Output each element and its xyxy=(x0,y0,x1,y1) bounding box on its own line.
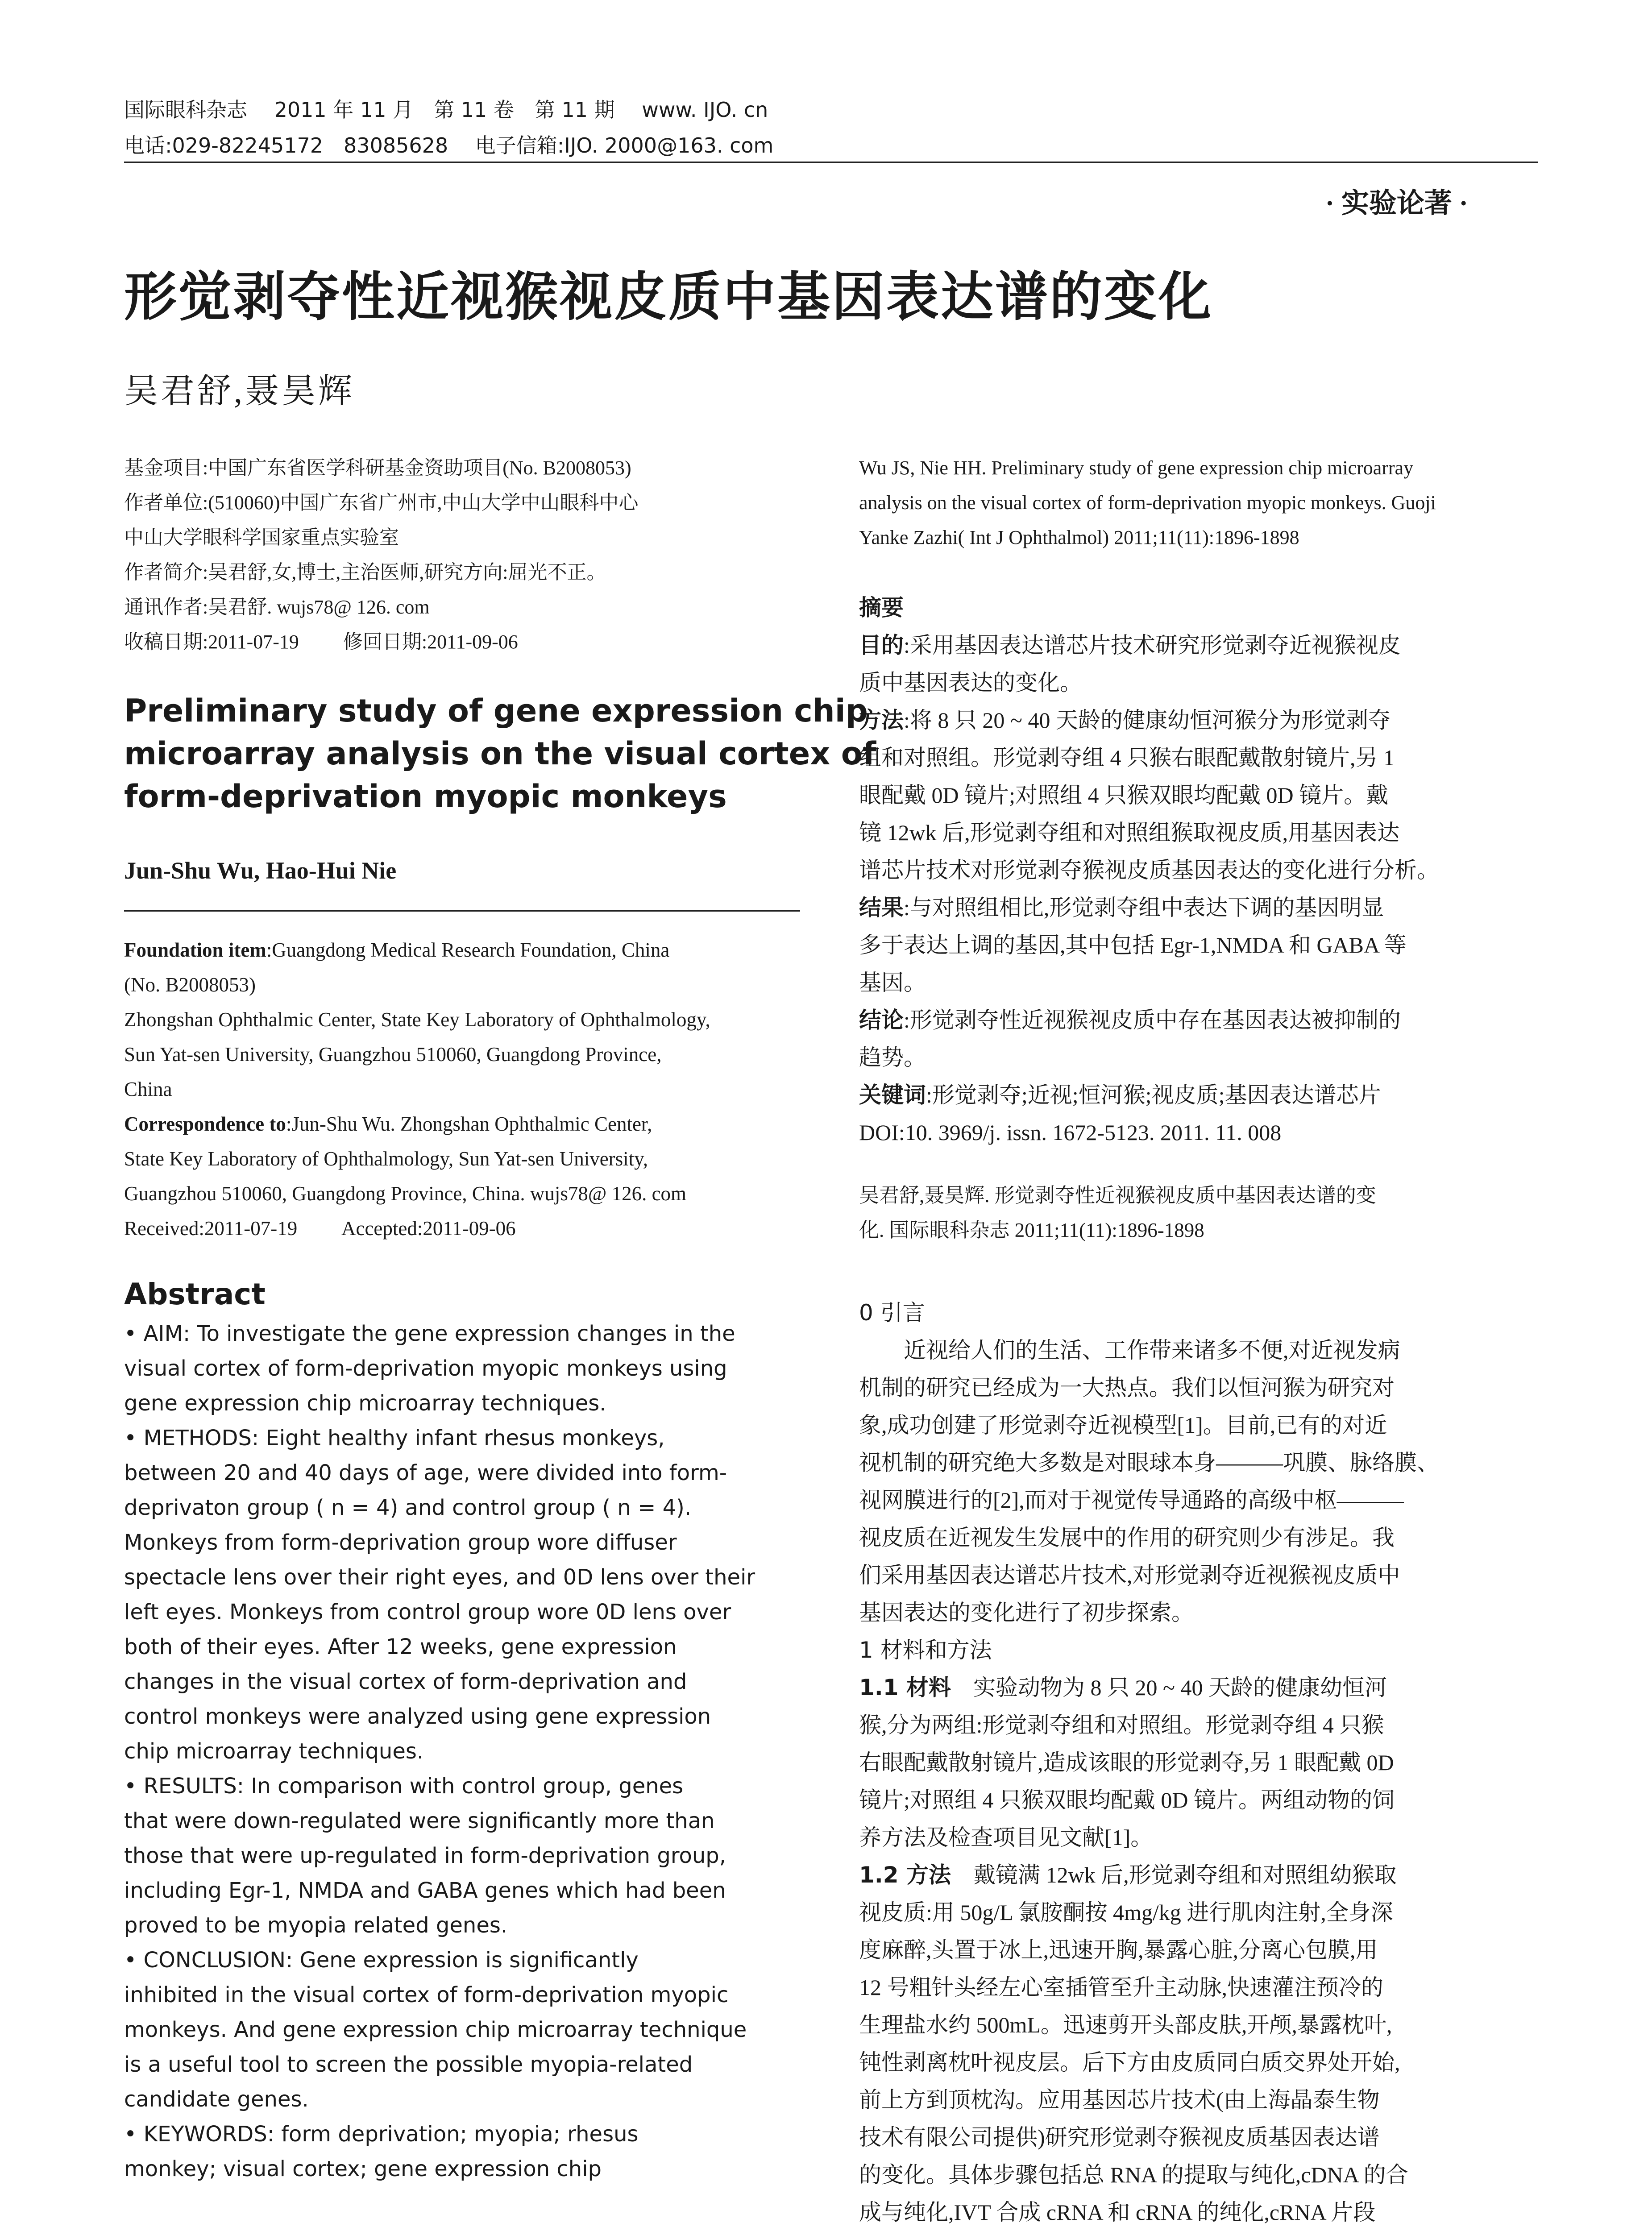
meta-cn-line: 作者单位:(510060)中国广东省广州市,中山大学中山眼科中心 xyxy=(124,492,639,514)
affiliation-line: Sun Yat-sen University, Guangzhou 510060, Guangdong Province, xyxy=(124,1043,662,1066)
foundation-label: Foundation item xyxy=(124,939,266,961)
meta-cn-line: 基金项目:中国广东省医学科研基金资助项目(No. B2008053) xyxy=(124,457,631,479)
affiliation-line: Zhongshan Ophthalmic Center, State Key Laboratory of Ophthalmology, xyxy=(124,1008,710,1031)
abstract-heading: Abstract xyxy=(124,1277,266,1311)
correspondence-email: Guangzhou 510060, Guangdong Province, China. wujs78@ 126. com xyxy=(124,1182,687,1205)
section11-label: 1.1 材料 xyxy=(859,1675,951,1700)
section11-text: 实验动物为 8 只 20 ~ 40 天龄的健康幼恒河 xyxy=(951,1675,1387,1700)
abstract-line: • AIM: To investigate the gene expression changes in the xyxy=(124,1321,735,1346)
abstract-line: spectacle lens over their right eyes, and 0D lens over their xyxy=(124,1565,755,1590)
title-en-line: Preliminary study of gene expression chip xyxy=(124,693,868,729)
title-en-line: form-deprivation myopic monkeys xyxy=(124,778,727,815)
aim-text: :采用基因表达谱芯片技术研究形觉剥夺近视猴视皮 xyxy=(904,633,1401,658)
received-dates: Received:2011-07-19 Accepted:2011-09-06 xyxy=(124,1217,516,1240)
meta-cn-line: 中山大学眼科学国家重点实验室 xyxy=(124,527,399,548)
metadata-en xyxy=(124,933,800,1246)
abstract-line: that were down-regulated were significantly more than xyxy=(124,1808,715,1833)
authors-en: Jun-Shu Wu, Hao-Hui Nie xyxy=(124,857,397,884)
results-label: 结果 xyxy=(859,895,904,921)
section1-heading: 1 材料和方法 xyxy=(859,1637,992,1663)
doi: DOI:10. 3969/j. issn. 1672-5123. 2011. 11. 008 xyxy=(859,1120,1282,1145)
abstract-line: • METHODS: Eight healthy infant rhesus monkeys, xyxy=(124,1426,665,1451)
results-text: 多于表达上调的基因,其中包括 Egr-1,NMDA 和 GABA 等 xyxy=(859,933,1407,958)
results-text: :与对照组相比,形觉剥夺组中表达下调的基因明显 xyxy=(904,895,1384,920)
intro-line: 象,成功创建了形觉剥夺近视模型[1]。目前,已有的对近 xyxy=(859,1413,1387,1438)
citation-cn xyxy=(859,1178,1537,1248)
correspondence-text: State Key Laboratory of Ophthalmology, Sun Yat-sen University, xyxy=(124,1148,648,1170)
meta-cn-line: 收稿日期:2011-07-19 修回日期:2011-09-06 xyxy=(124,631,518,653)
journal-header-line1: 国际眼科杂志 2011 年 11 月 第 11 卷 第 11 期 www. IJO. cn xyxy=(124,98,768,122)
abstract-line: changes in the visual cortex of form-deprivation and xyxy=(124,1669,687,1694)
section-tag: · 实验论著 · xyxy=(1325,188,1468,219)
abstract-cn xyxy=(859,589,1537,1151)
authors-cn: 吴君舒,聂昊辉 xyxy=(124,373,355,410)
keywords-label: 关键词 xyxy=(859,1082,926,1108)
meta-cn-line: 通讯作者:吴君舒. wujs78@ 126. com xyxy=(124,596,430,618)
abstract-line: • KEYWORDS: form deprivation; myopia; rhesus xyxy=(124,2122,639,2147)
intro-line: 视网膜进行的[2],而对于视觉传导通路的高级中枢——— xyxy=(859,1488,1404,1513)
citation-en xyxy=(859,451,1537,555)
intro-line: 近视给人们的生活、工作带来诸多不便,对近视发病 xyxy=(859,1338,1400,1363)
methods-label: 方法 xyxy=(859,707,904,733)
abstract-line: proved to be myopia related genes. xyxy=(124,1913,508,1938)
methods-text: :将 8 只 20 ~ 40 天龄的健康幼恒河猴分为形觉剥夺 xyxy=(904,708,1391,733)
authors-divider xyxy=(124,910,800,912)
journal-header-line2: 电话:029-82245172 83085628 电子信箱:IJO. 2000@163. com xyxy=(124,133,774,158)
abstract-line: those that were up-regulated in form-deprivation group, xyxy=(124,1843,726,1868)
section12-text: 12 号粗针头经左心室插管至升主动脉,快速灌注预冷的 xyxy=(859,1975,1383,2000)
abstract-line: inhibited in the visual cortex of form-deprivation myopic xyxy=(124,1982,729,2007)
section11-text: 镜片;对照组 4 只猴双眼均配戴 0D 镜片。两组动物的饲 xyxy=(859,1787,1395,1812)
section12-text: 的变化。具体步骤包括总 RNA 的提取与纯化,cDNA 的合 xyxy=(859,2162,1408,2187)
intro-line: 基因表达的变化进行了初步探索。 xyxy=(859,1600,1194,1625)
keywords-text: :形觉剥夺;近视;恒河猴;视皮质;基因表达谱芯片 xyxy=(926,1082,1381,1107)
abstract-line: control monkeys were analyzed using gene expression xyxy=(124,1704,711,1729)
conclusion-text: :形觉剥夺性近视猴视皮质中存在基因表达被抑制的 xyxy=(904,1008,1401,1033)
results-text: 基因。 xyxy=(859,970,926,995)
article-title: 形觉剥夺性近视猴视皮质中基因表达谱的变化 xyxy=(124,266,1213,328)
intro-heading: 0 引言 xyxy=(859,1300,925,1326)
foundation-text: :Guangdong Medical Research Foundation, China xyxy=(266,939,670,961)
abstract-line: monkey; visual cortex; gene expression chip xyxy=(124,2156,602,2181)
abstract-line: deprivaton group ( n = 4) and control group ( n = 4). xyxy=(124,1495,692,1520)
conclusion-label: 结论 xyxy=(859,1007,904,1033)
abstract-line: Monkeys from form-deprivation group wore diffuser xyxy=(124,1530,677,1555)
intro-line: 们采用基因表达谱芯片技术,对形觉剥夺近视猴视皮质中 xyxy=(859,1563,1400,1588)
abstract-line: is a useful tool to screen the possible myopia-related xyxy=(124,2052,693,2077)
citation-cn-line: 吴君舒,聂昊辉. 形觉剥夺性近视猴视皮质中基因表达谱的变 xyxy=(859,1184,1376,1207)
title-en-line: microarray analysis on the visual cortex of xyxy=(124,735,876,772)
abstract-line: left eyes. Monkeys from control group wore 0D lens over xyxy=(124,1600,731,1625)
affiliation-line: China xyxy=(124,1078,172,1100)
metadata-cn xyxy=(124,451,800,659)
introduction xyxy=(859,1294,1537,2231)
abstract-line: gene expression chip microarray techniques. xyxy=(124,1391,606,1416)
aim-text: 质中基因表达的变化。 xyxy=(859,670,1082,695)
intro-line: 机制的研究已经成为一大热点。我们以恒河猴为研究对 xyxy=(859,1375,1395,1400)
citation-en-line: analysis on the visual cortex of form-deprivation myopic monkeys. Guoji xyxy=(859,492,1436,514)
meta-cn-line: 作者简介:吴君舒,女,博士,主治医师,研究方向:屈光不正。 xyxy=(124,561,606,583)
methods-text: 组和对照组。形觉剥夺组 4 只猴右眼配戴散射镜片,另 1 xyxy=(859,745,1395,770)
correspondence-text: :Jun-Shu Wu. Zhongshan Ophthalmic Center, xyxy=(286,1113,652,1135)
section12-text: 成与纯化,IVT 合成 cRNA 和 cRNA 的纯化,cRNA 片段 xyxy=(859,2200,1376,2225)
methods-text: 谱芯片技术对形觉剥夺猴视皮质基因表达的变化进行分析。 xyxy=(859,858,1439,883)
abstract-line: • RESULTS: In comparison with control group, genes xyxy=(124,1774,684,1799)
section12-label: 1.2 方法 xyxy=(859,1862,951,1888)
abstract-line: • CONCLUSION: Gene expression is significantly xyxy=(124,1948,639,1973)
section12-text: 技术有限公司提供)研究形觉剥夺猴视皮质基因表达谱 xyxy=(859,2125,1380,2150)
citation-cn-line: 化. 国际眼科杂志 2011;11(11):1896-1898 xyxy=(859,1219,1204,1241)
foundation-text: (No. B2008053) xyxy=(124,974,256,996)
section12-text: 戴镜满 12wk 后,形觉剥夺组和对照组幼猴取 xyxy=(951,1862,1397,1887)
abstract-line: chip microarray techniques. xyxy=(124,1739,424,1764)
abstract-line: monkeys. And gene expression chip microarray technique xyxy=(124,2017,747,2042)
citation-en-line: Wu JS, Nie HH. Preliminary study of gene expression chip microarray xyxy=(859,457,1414,479)
section11-text: 右眼配戴散射镜片,造成该眼的形觉剥夺,另 1 眼配戴 0D xyxy=(859,1750,1394,1775)
correspondence-label: Correspondence to xyxy=(124,1113,286,1135)
abstract-line: between 20 and 40 days of age, were divided into form- xyxy=(124,1460,727,1485)
abstract-line: visual cortex of form-deprivation myopic monkeys using xyxy=(124,1356,727,1381)
citation-en-line: Yanke Zazhi( Int J Ophthalmol) 2011;11(11):1896-1898 xyxy=(859,527,1299,548)
abstract-body xyxy=(124,1316,800,2186)
header-divider xyxy=(124,162,1538,163)
section12-text: 前上方到顶枕沟。应用基因芯片技术(由上海晶泰生物 xyxy=(859,2087,1380,2112)
intro-line: 视机制的研究绝大多数是对眼球本身———巩膜、脉络膜、 xyxy=(859,1450,1439,1475)
section12-text: 度麻醉,头置于冰上,迅速开胸,暴露心脏,分离心包膜,用 xyxy=(859,1937,1378,1962)
section11-text: 猴,分为两组:形觉剥夺组和对照组。形觉剥夺组 4 只猴 xyxy=(859,1713,1384,1738)
abstract-line: including Egr-1, NMDA and GABA genes which had been xyxy=(124,1878,726,1903)
article-title-en xyxy=(124,689,876,818)
section11-text: 养方法及检查项目见文献[1]。 xyxy=(859,1825,1153,1850)
conclusion-text: 趋势。 xyxy=(859,1045,926,1070)
methods-text: 眼配戴 0D 镜片;对照组 4 只猴双眼均配戴 0D 镜片。戴 xyxy=(859,783,1389,808)
aim-label: 目的 xyxy=(859,632,904,658)
intro-line: 视皮质在近视发生发展中的作用的研究则少有涉足。我 xyxy=(859,1525,1395,1550)
section12-text: 生理盐水约 500mL。迅速剪开头部皮肤,开颅,暴露枕叶, xyxy=(859,2012,1392,2037)
section12-text: 钝性剥离枕叶视皮层。后下方由皮质同白质交界处开始, xyxy=(859,2050,1400,2075)
methods-text: 镜 12wk 后,形觉剥夺组和对照组猴取视皮质,用基因表达 xyxy=(859,820,1400,845)
abstract-line: candidate genes. xyxy=(124,2087,309,2112)
abstract-cn-heading: 摘要 xyxy=(859,595,904,621)
abstract-line: both of their eyes. After 12 weeks, gene expression xyxy=(124,1634,677,1659)
section12-text: 视皮质:用 50g/L 氯胺酮按 4mg/kg 进行肌肉注射,全身深 xyxy=(859,1900,1393,1925)
